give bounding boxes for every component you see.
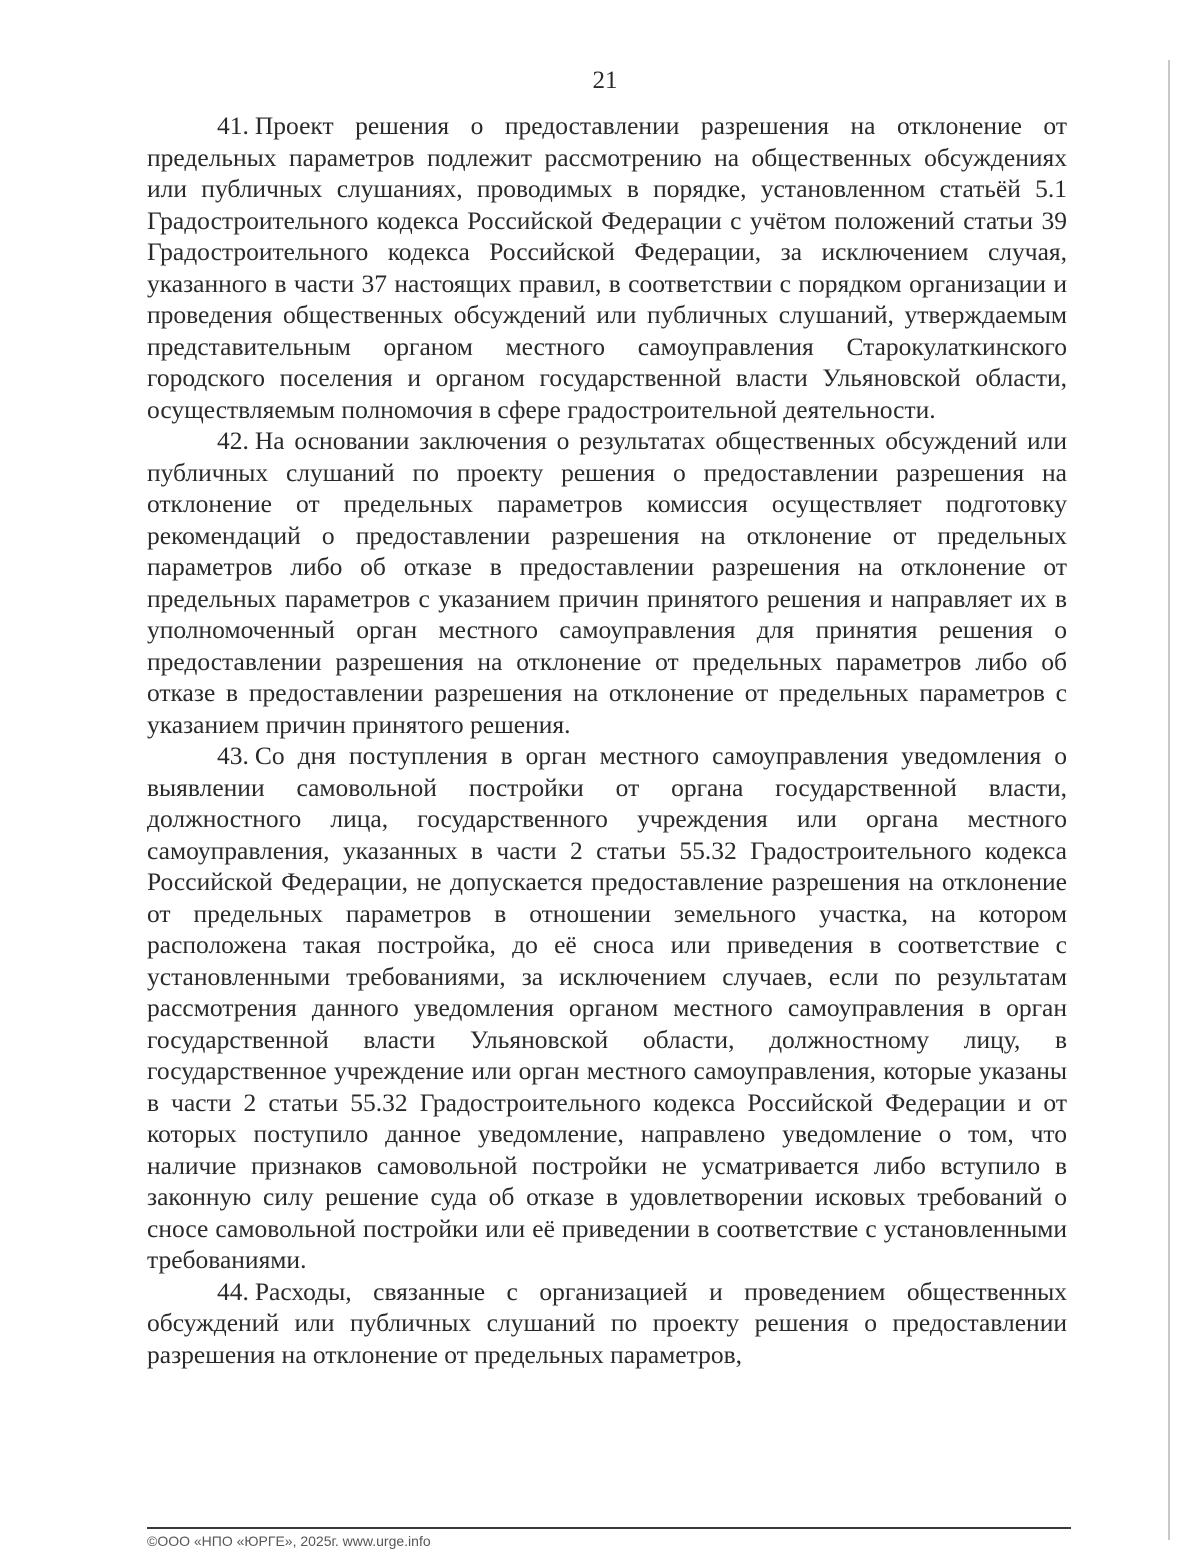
paragraph-text: Проект решения о предоставлении разрешения на отклонение от предельных параметров подлежит рассмотрению на общественных обсуждениях или публичных слушаниях, проводимых в порядке, установленном статьёй 5.1 Градостроительного кодекса Российской Федерации с учётом положений статьи 39 Градостроительного кодекса Российской Федерации, за исключением случая, указанного в части 37 настоящих правил, в соответствии с порядком организации и проведения общественных обсуждений или публичных слушаний, утверждаемым представительным органом местного самоуправления Старокулаткинского городского поселения и органом государственной власти Ульяновской области, осуществляемым полномочия в сфере градостроительной деятельности. bbox=[147, 111, 1067, 424]
paragraph-number: 43. bbox=[217, 741, 249, 770]
paragraph-number: 41. bbox=[217, 111, 249, 140]
page-number: 21 bbox=[592, 67, 618, 94]
paragraph-42 bbox=[147, 425, 1067, 740]
footer-copyright: ©ООО «НПО «ЮРГЕ», 2025г. www.urge.info bbox=[147, 1533, 431, 1549]
scan-page-edge bbox=[1168, 60, 1170, 1540]
paragraph-text: Со дня поступления в орган местного самоуправления уведомления о выявлении самовольной постройки от органа государственной власти, должностного лица, государственного учреждения или органа местного самоуправления, указанных в части 2 статьи 55.32 Градостроительного кодекса Российской Федерации, не допускается предоставление разрешения на отклонение от предельных параметров в отношении земельного участка, на котором расположена такая постройка, до её сноса или приведения в соответствие с установленными требованиями, за исключением случаев, если по результатам рассмотрения данного уведомления органом местного самоуправления в орган государственной власти Ульяновской области, должностному лицу, в государственное учреждение или орган местного самоуправления, которые указаны в части 2 статьи 55.32 Градостроительного кодекса Российской Федерации и от которых поступило данное уведомление, направлено уведомление о том, что наличие признаков самовольной постройки не усматривается либо вступило в законную силу решение суда об отказе в удовлетворении исковых требований о сносе самовольной постройки или её приведении в соответствие с установленными требованиями. bbox=[147, 741, 1067, 1274]
paragraph-41 bbox=[147, 110, 1067, 425]
footer-divider bbox=[147, 1527, 1071, 1529]
paragraph-text: Расходы, связанные с организацией и проведением общественных обсуждений или публичных слушаний по проекту решения о предоставлении разрешения на отклонение от предельных параметров, bbox=[147, 1276, 1067, 1369]
paragraph-text: На основании заключения о результатах общественных обсуждений или публичных слушаний по проекту решения о предоставлении разрешения на отклонение от предельных параметров комиссия осуществляет подготовку рекомендаций о предоставлении разрешения на отклонение от предельных параметров либо об отказе в предоставлении разрешения на отклонение от предельных параметров с указанием причин принятого решения и направляет их в уполномоченный орган местного самоуправления для принятия решения о предоставлении разрешения на отклонение от предельных параметров либо об отказе в предоставлении разрешения на отклонение от предельных параметров с указанием причин принятого решения. bbox=[147, 426, 1067, 739]
paragraph-number: 42. bbox=[217, 426, 249, 455]
paragraph-44 bbox=[147, 1276, 1067, 1371]
paragraph-number: 44. bbox=[217, 1276, 249, 1306]
paragraph-43 bbox=[147, 740, 1067, 1276]
document-body bbox=[147, 110, 1067, 1370]
